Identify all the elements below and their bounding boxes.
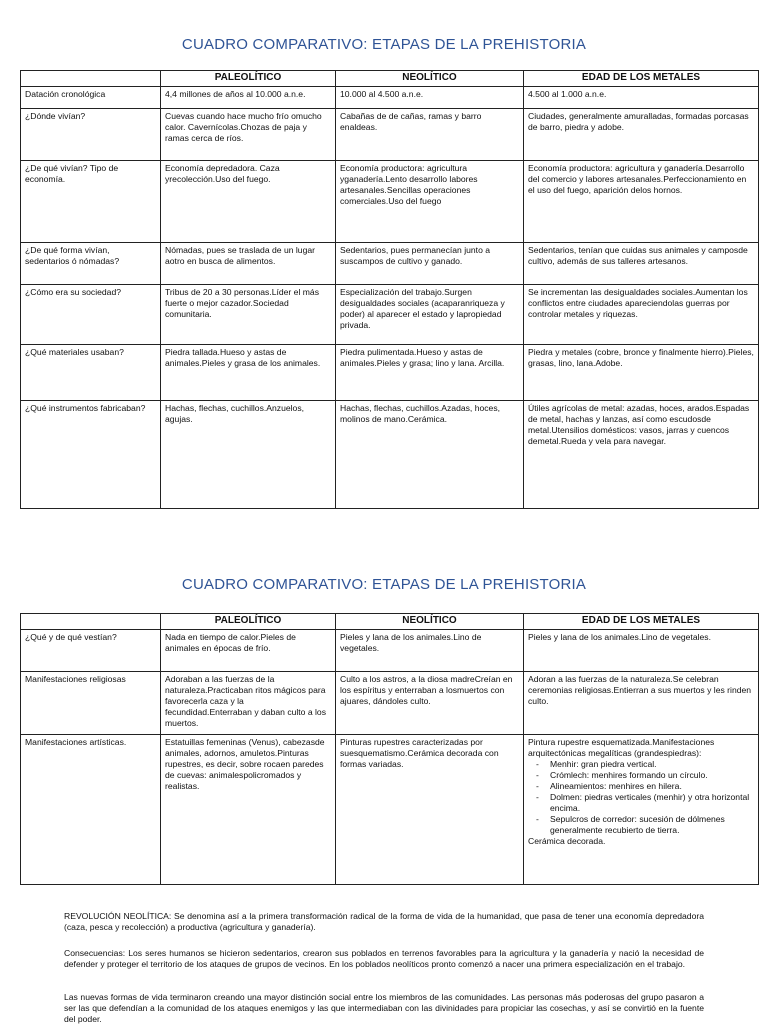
- cell-line: Azadas, hoces, molinos de mano.: [340, 402, 501, 424]
- cell-line: Especialización del trabajo.: [340, 286, 445, 297]
- cell-line: Adoraban a las fuerzas de la naturaleza.: [165, 673, 275, 695]
- cell-line: Anzuelos, agujas.: [165, 402, 305, 424]
- list-item: - Alineamientos: menhires en hilera.: [550, 781, 754, 792]
- row-question-cell: ¿Cómo era su sociedad?: [21, 284, 161, 344]
- cell-line: Uso del fuego: [388, 195, 442, 206]
- cell-line: Hueso y astas de animales.: [340, 346, 483, 368]
- cell-line: Pinturas rupestres caracterizadas por su: [340, 736, 483, 758]
- cell-line: Entierran a sus muertos y les rinden culto.: [528, 684, 752, 706]
- paleolitico-cell: [161, 108, 336, 160]
- table-row: [21, 400, 759, 508]
- cell-line: Creían en los espíritus y enterraban a los: [340, 673, 513, 695]
- edad-metales-cell: [524, 400, 759, 508]
- table-body: [21, 629, 759, 884]
- table-header: [21, 614, 759, 630]
- cell-line: Útiles agrícolas de metal: azadas, hoces, arados.: [528, 402, 716, 413]
- cell-line: mucho calor. Cavernícolas.: [165, 110, 322, 132]
- cell-line: Espadas de metal, hachas y lanzas, así como escudos: [528, 402, 750, 424]
- edad-metales-cell: [524, 242, 759, 284]
- cell-line: Nómadas, pues se traslada de un lugar a: [165, 244, 316, 266]
- row-question-cell: Datación cronológica: [21, 86, 161, 108]
- paleolitico-cell: [161, 160, 336, 242]
- table-row: [21, 284, 759, 344]
- row-question-cell: Manifestaciones artísticas.: [21, 734, 161, 884]
- header-paleolitico: PALEOLÍTICO: [161, 614, 336, 630]
- cell-line: Lino de vegetales.: [641, 631, 711, 642]
- cell-line: Adobe.: [595, 357, 623, 368]
- edad-metales-cell: [524, 671, 759, 734]
- cell-line: Nada en tiempo de calor.: [165, 631, 261, 642]
- cell-line: Sociedad comunitaria.: [165, 297, 289, 319]
- neolitico-cell: [336, 671, 524, 734]
- paleolitico-cell: [161, 671, 336, 734]
- edad-metales-cell: [524, 86, 759, 108]
- paleolitico-cell: [161, 734, 336, 884]
- neolitico-cell: [336, 160, 524, 242]
- cell-line: Pieles y lana de los animales.: [528, 631, 642, 642]
- cell-line: de cultivo, además de sus talleres artesanos.: [528, 244, 748, 266]
- row-question-cell: ¿De qué vivían? Tipo de economía.: [21, 160, 161, 242]
- cell-line: Rueda y vela para navegar.: [560, 435, 667, 446]
- cell-line: Aumentan los conflictos entre ciudades apareciendo: [528, 286, 748, 308]
- row-question-cell: ¿Qué instrumentos fabricaban?: [21, 400, 161, 508]
- cell-line: Hachas, flechas, cuchillos.: [165, 402, 267, 413]
- paleolitico-cell: [161, 242, 336, 284]
- edad-metales-cell: [524, 344, 759, 400]
- cell-line: Adoran a las fuerzas de la naturaleza.: [528, 673, 673, 684]
- list-item: - Crómlech: menhires formando un círculo.: [550, 770, 754, 781]
- cell-line: Lento desarrollo labores artesanales.: [340, 173, 478, 195]
- cell-line: Pieles, grasas, lino, lana.: [528, 346, 754, 368]
- row-question-cell: ¿Qué y de qué vestían?: [21, 629, 161, 671]
- list-item: - Dolmen: piedras verticales (menhir) y otra horizontal encima.: [550, 792, 754, 814]
- cell-line: riqueza y poder) al aparecer el estado y la: [340, 297, 505, 319]
- table-row: [21, 344, 759, 400]
- cell-line: Cabañas de de cañas, ramas y barro en: [340, 110, 482, 132]
- page-title: CUADRO COMPARATIVO: ETAPAS DE LA PREHISTORIA: [181, 36, 587, 53]
- neolitico-cell: [336, 344, 524, 400]
- cell-line: Utensilios domésticos: vasos, jarras y cuencos de: [528, 424, 730, 446]
- cell-line: Perfeccionamiento en el uso del fuego, aparición de: [528, 173, 747, 195]
- cell-line: Practicaban ritos mágicos para favorecer: [165, 684, 326, 706]
- header-empty: [21, 71, 161, 87]
- megalithic-list: [528, 759, 754, 836]
- header-neolitico: NEOLÍTICO: [336, 614, 524, 630]
- cell-line: Cerámica decorada.: [528, 835, 606, 846]
- row-question-cell: Manifestaciones religiosas: [21, 671, 161, 734]
- edad-metales-cell: [524, 629, 759, 671]
- table-row: [21, 86, 759, 108]
- cell-line: Estatuillas femeninas (Venus), cabezas: [165, 736, 315, 747]
- cell-line: Pieles de animales en épocas de frío.: [165, 631, 296, 653]
- cell-line: Sencillas operaciones comerciales.: [340, 184, 471, 206]
- neolitico-cell: [336, 400, 524, 508]
- table-row: [21, 734, 759, 884]
- cell-line: de metal.: [528, 413, 711, 435]
- cell-line: Desarrollo del comercio y labores artesanales.: [528, 162, 745, 184]
- cell-line: Surgen desigualdades sociales (acaparan: [340, 286, 472, 308]
- cell-line: 10.000 al 4.500 a.n.e.: [340, 88, 424, 99]
- neolitico-cell: [336, 734, 524, 884]
- table-row: [21, 242, 759, 284]
- paragraph-nuevas-formas: Las nuevas formas de vida terminaron creando una mayor distinción social entre los miembros de las comunidades. Las personas más poderosas del grupo pasaron a ser las que defendían a la comunidad de los ataques enemigos y las que intermediaban con las divinidades para propiciar las cosechas, y así se convirtió en la fuente del poder.: [64, 992, 704, 1025]
- cell-line: Culto a los astros, a la diosa madre: [340, 673, 475, 684]
- cell-line: Hachas, flechas, cuchillos.: [340, 402, 442, 413]
- edad-metales-cell: [524, 734, 759, 884]
- edad-metales-cell: [524, 108, 759, 160]
- cell-line: propiedad privada.: [340, 308, 502, 330]
- cell-line: Hueso y astas de animales.: [165, 346, 287, 368]
- list-item: - Sepulcros de corredor: sucesión de dólmenes generalmente recubierto de tierra.: [550, 814, 754, 836]
- cell-line: Enterraban y daban culto a los muertos.: [165, 706, 327, 728]
- paleolitico-cell: [161, 400, 336, 508]
- paleolitico-cell: [161, 86, 336, 108]
- cell-line: Sedentarios, tenían que cuidas sus animales y campos: [528, 244, 739, 255]
- cell-line: 4.500 al 1.000 a.n.e.: [528, 88, 607, 99]
- cell-line: aldeas.: [349, 121, 378, 132]
- cell-line: recolección.: [169, 173, 216, 184]
- cell-line: Economía productora: agricultura y ganadería.: [528, 162, 706, 173]
- table-body: [21, 86, 759, 508]
- paleolitico-cell: [161, 284, 336, 344]
- cell-line: otro en busca de alimentos.: [169, 255, 276, 266]
- cell-line: Pinturas rupestres, es decir, sobre roca: [165, 747, 309, 769]
- cell-line: Cuevas cuando hace mucho frío o: [165, 110, 296, 121]
- cell-line: 4,4 millones de años al 10.000 a.n.e.: [165, 88, 306, 99]
- cell-line: Se celebran ceremonias religiosas.: [528, 673, 719, 695]
- neolitico-cell: [336, 86, 524, 108]
- cell-line: Pieles y grasa de los animales.: [201, 357, 321, 368]
- cell-line: esquematismo.: [349, 747, 408, 758]
- cell-line: Ciudades, generalmente amuralladas, formadas por: [528, 110, 727, 121]
- cell-line: metal.: [537, 435, 561, 446]
- header-empty: [21, 614, 161, 630]
- cell-line: Uso del fuego.: [215, 173, 271, 184]
- cell-line: piedras):: [667, 747, 702, 758]
- cell-line: policromados y realistas.: [165, 769, 302, 791]
- edad-metales-cell: [524, 160, 759, 242]
- row-question-cell: ¿De qué forma vivían, sedentarios ó nómadas?: [21, 242, 161, 284]
- cell-line: las guerras por controlar metales y riquezas.: [528, 297, 730, 319]
- cell-line: Pieles y lana de los animales.: [340, 631, 454, 642]
- cell-line: Tribus de 20 a 30 personas.: [165, 286, 272, 297]
- comparison-table-2: [20, 613, 759, 885]
- row-question-cell: ¿Dónde vivían?: [21, 108, 161, 160]
- cell-line: Manifestaciones arquitectónicas megalíticas (grandes: [528, 736, 715, 758]
- cell-line: en paredes de cuevas: animales: [165, 758, 324, 780]
- comparison-table-1: [20, 70, 759, 509]
- cell-line: Piedra pulimentada.: [340, 346, 417, 357]
- cell-line: Sedentarios, pues permanecían junto a sus: [340, 244, 491, 266]
- cell-line: Líder el más fuerte o mejor cazador.: [165, 286, 319, 308]
- cell-line: Pieles y grasa; lino y lana. Arcilla.: [376, 357, 505, 368]
- cell-line: Cerámica decorada con formas variadas.: [340, 747, 499, 769]
- cell-line: de animales, adornos, amuletos.: [165, 736, 325, 758]
- cell-line: Piedra y metales (cobre, bronce y finalmente hierro).: [528, 346, 729, 357]
- header-paleolitico: PALEOLÍTICO: [161, 71, 336, 87]
- cell-line: Economía productora: agricultura y: [340, 162, 468, 184]
- edad-metales-cell: [524, 284, 759, 344]
- neolitico-cell: [336, 284, 524, 344]
- neolitico-cell: [336, 108, 524, 160]
- page-title-2: CUADRO COMPARATIVO: ETAPAS DE LA PREHISTORIA: [181, 576, 587, 593]
- neolitico-cell: [336, 242, 524, 284]
- table-row: [21, 629, 759, 671]
- header-neolitico: NEOLÍTICO: [336, 71, 524, 87]
- paragraph-consecuencias: Consecuencias: Los seres humanos se hicieron sedentarios, crearon sus poblados en terrenos favorables para la agricultura y la ganadería y nació la necesidad de defender y proteger el territorio de los ataques de grupos de vecinos. En los poblados neolíticos pronto comenzó a nacer una primera especialización en el trabajo.: [64, 948, 704, 970]
- header-edad-metales: EDAD DE LOS METALES: [524, 614, 759, 630]
- paragraph-revolucion-neolitica: REVOLUCIÓN NEOLÍTICA: Se denomina así a la primera transformación radical de la forma de vida de la humanidad, que pasa de tener una economía depredadora (caza, pesca y recolección) a productiva (agricultura y ganadería).: [64, 911, 704, 933]
- paleolitico-cell: [161, 629, 336, 671]
- table-row: [21, 160, 759, 242]
- cell-line: ganadería.: [344, 173, 386, 184]
- cell-line: casas de barro, piedra y adobe.: [528, 110, 749, 132]
- paleolitico-cell: [161, 344, 336, 400]
- list-item: - Menhir: gran piedra vertical.: [550, 759, 754, 770]
- cell-line: Economía depredadora. Caza y: [165, 162, 280, 184]
- cell-line: Lino de vegetales.: [340, 631, 482, 653]
- table-row: [21, 108, 759, 160]
- cell-line: Pintura rupestre esquematizada.: [528, 736, 653, 747]
- cell-line: campos de cultivo y ganado.: [353, 255, 463, 266]
- table-row: [21, 671, 759, 734]
- cell-line: Cerámica.: [407, 413, 448, 424]
- cell-line: Chozas de paja y ramas cerca de ríos.: [165, 121, 307, 143]
- table-header: [21, 71, 759, 87]
- cell-line: los hornos.: [640, 184, 683, 195]
- row-question-cell: ¿Qué materiales usaban?: [21, 344, 161, 400]
- cell-line: muertos con ajuares, dándoles culto.: [340, 684, 505, 706]
- neolitico-cell: [336, 629, 524, 671]
- cell-line: Piedra tallada.: [165, 346, 220, 357]
- header-edad-metales: EDAD DE LOS METALES: [524, 71, 759, 87]
- cell-line: Se incrementan las desigualdades sociales.: [528, 286, 696, 297]
- cell-line: la caza y la fecundidad.: [165, 695, 244, 717]
